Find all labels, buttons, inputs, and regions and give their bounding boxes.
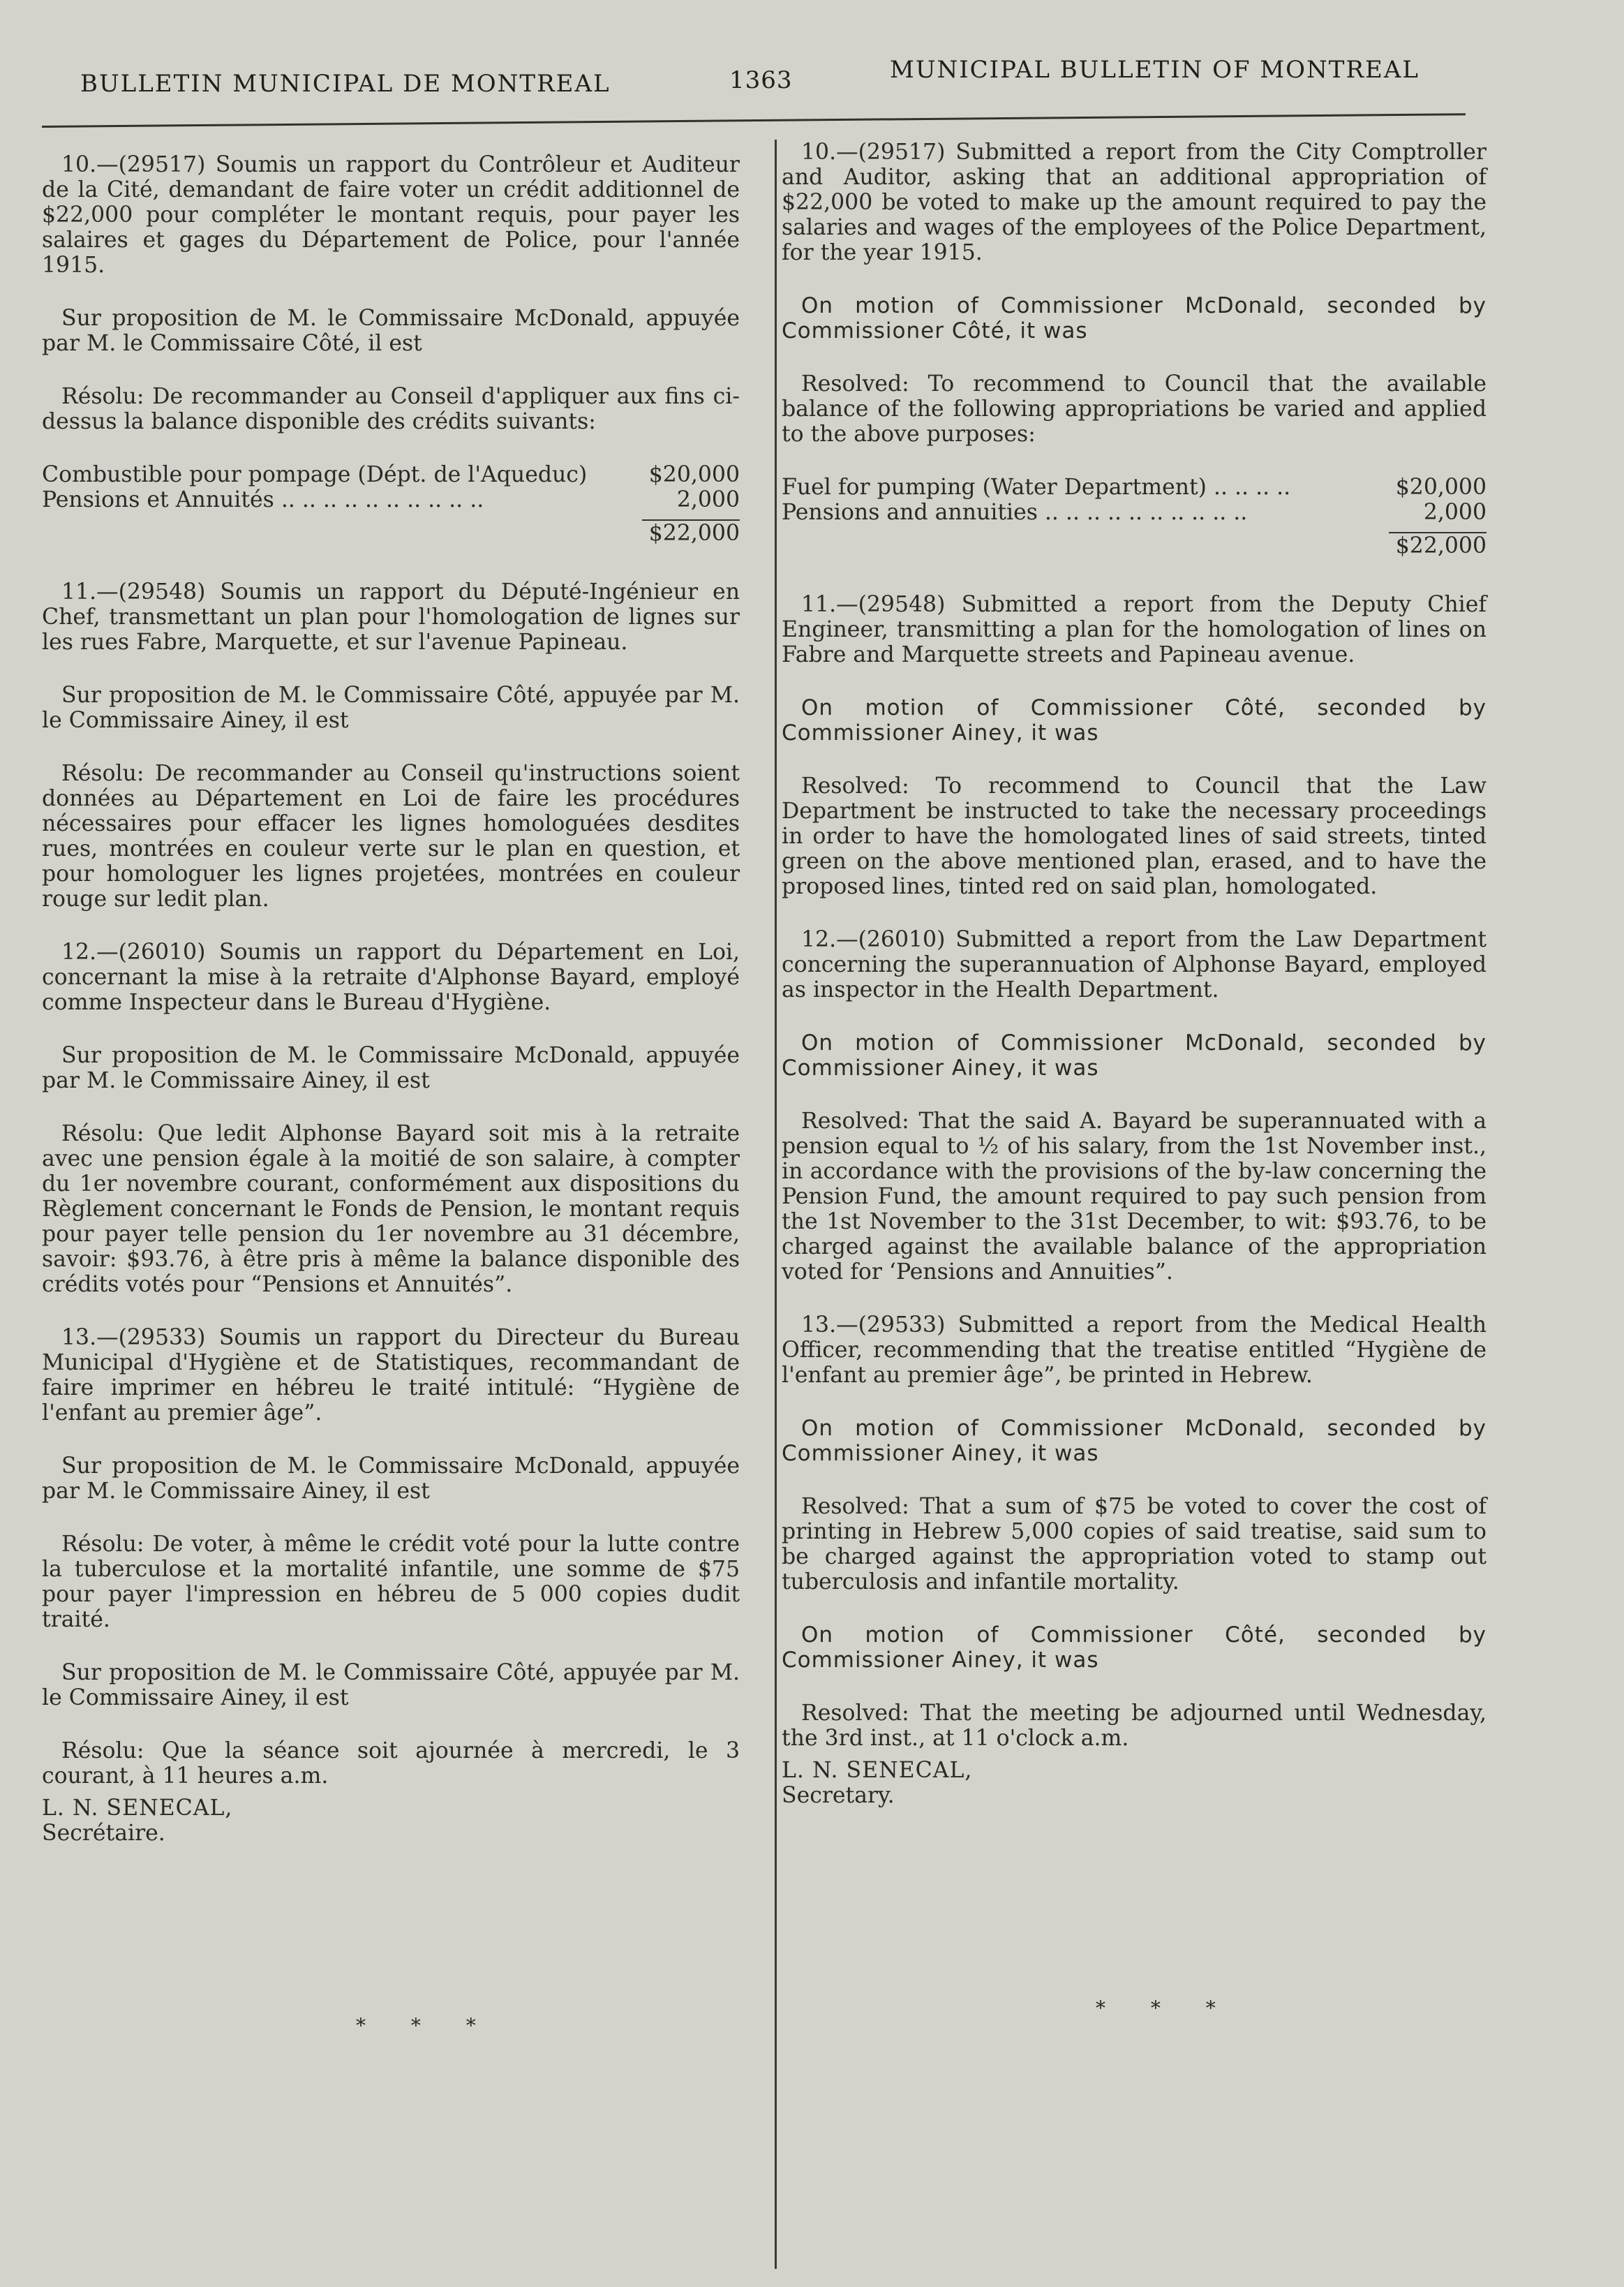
fr-resolved-10: Résolu: De recommander au Conseil d'appliquer aux fins ci-dessus la balance disponible des crédits suivants: xyxy=(42,384,740,434)
fr-motion-12: Sur proposition de M. le Commissaire McDonald, appuyée par M. le Commissaire Ainey, il est xyxy=(42,1043,740,1093)
column-divider xyxy=(775,140,777,2269)
fr-signature-title: Secrétaire. xyxy=(42,1821,165,1846)
en-resolved-10: Resolved: To recommend to Council that the available balance of the following appropriations be varied and applied to the above purposes: xyxy=(782,371,1487,447)
fr-item-12: 12.—(26010) Soumis un rapport du Département en Loi, concernant la mise à la retraite d'Alphonse Bayard, employé comme Inspecteur dans le Bureau d'Hygiène. xyxy=(42,940,740,1015)
en-motion-14: On motion of Commissioner Côté, seconded by Commissioner Ainey, it was xyxy=(782,1622,1487,1673)
table-row xyxy=(782,500,1487,525)
fr-item-10: 10.—(29517) Soumis un rapport du Contrôleur et Auditeur de la Cité, demandant de faire voter un crédit additionnel de $22,000 pour compléter le montant requis, pour payer les salaires et gages du Département de Police, pour l'année 1915. xyxy=(42,152,740,278)
english-column xyxy=(782,140,1487,1808)
en-appropriation-label: Pensions and annuities .. .. .. .. .. .. .. .. .. .. xyxy=(782,500,1248,525)
en-motion-10: On motion of Commissioner McDonald, seconded by Commissioner Côté, it was xyxy=(782,293,1487,343)
en-appropriation-amount: $20,000 xyxy=(1395,475,1487,500)
en-appropriation-amount: 2,000 xyxy=(1423,500,1487,525)
page-number: 1363 xyxy=(729,66,793,94)
en-appropriations-table xyxy=(782,475,1487,525)
en-resolved-14: Resolved: That the meeting be adjourned until Wednesday, the 3rd inst., at 11 o'clock a.m. xyxy=(782,1701,1487,1751)
fr-resolved-11: Résolu: De recommander au Conseil qu'instructions soient données au Département en Loi de faire les procédures nécessaires pour effacer les lignes homologuées desdites rues, montrées en couleur verte sur le plan en question, et pour homologuer les lignes projetées, montrées en couleur rouge sur ledit plan. xyxy=(42,761,740,912)
en-motion-11: On motion of Commissioner Côté, seconded by Commissioner Ainey, it was xyxy=(782,695,1487,746)
header-rule xyxy=(42,113,1466,128)
fr-resolved-14: Résolu: Que la séance soit ajournée à mercredi, le 3 courant, à 11 heures a.m. xyxy=(42,1738,740,1789)
fr-signature-name: L. N. SENECAL, xyxy=(42,1796,233,1821)
fr-motion-10: Sur proposition de M. le Commissaire McDonald, appuyée par M. le Commissaire Côté, il est xyxy=(42,306,740,356)
en-appropriation-label: Fuel for pumping (Water Department) .. .. .. .. xyxy=(782,475,1291,500)
header-french-title: BULLETIN MUNICIPAL DE MONTREAL xyxy=(80,70,611,98)
en-resolved-13: Resolved: That a sum of $75 be voted to cover the cost of printing in Hebrew 5,000 copies of said treatise, said sum to be charged against the appropriation voted to stamp out tuberculosis and infantile mortality. xyxy=(782,1494,1487,1594)
table-row xyxy=(42,487,740,512)
fr-motion-13: Sur proposition de M. le Commissaire McDonald, appuyée par M. le Commissaire Ainey, il est xyxy=(42,1453,740,1504)
en-item-11: 11.—(29548) Submitted a report from the Deputy Chief Engineer, transmitting a plan for the homologation of lines on Fabre and Marquette streets and Papineau avenue. xyxy=(782,592,1487,667)
fr-appropriation-amount: $20,000 xyxy=(648,462,740,487)
fr-motion-11: Sur proposition de M. le Commissaire Côté, appuyée par M. le Commissaire Ainey, il est xyxy=(42,683,740,733)
en-item-12: 12.—(26010) Submitted a report from the Law Department concerning the superannuation of Alphonse Bayard, employed as inspector in the Health Department. xyxy=(782,927,1487,1002)
fr-motion-14: Sur proposition de M. le Commissaire Côté, appuyée par M. le Commissaire Ainey, il est xyxy=(42,1660,740,1710)
fr-section-stars: * * * xyxy=(356,2014,496,2037)
en-motion-13: On motion of Commissioner McDonald, seconded by Commissioner Ainey, it was xyxy=(782,1416,1487,1466)
en-resolved-12: Resolved: That the said A. Bayard be superannuated with a pension equal to ½ of his salary, from the 1st November inst., in accordance with the provisions of the by-law concerning the Pension Fund, the amount required to pay such pension from the 1st November to the 31st December, to wit: $93.76, to be charged against the available balance of the appropriation voted for ‘Pensions and Annuities”. xyxy=(782,1109,1487,1285)
header-english-title: MUNICIPAL BULLETIN OF MONTREAL xyxy=(890,56,1420,84)
table-row xyxy=(42,462,740,487)
en-section-stars: * * * xyxy=(1096,1997,1235,2020)
fr-item-13: 13.—(29533) Soumis un rapport du Directeur du Bureau Municipal d'Hygiène et de Statistiques, recommandant de faire imprimer en hébreu le traité intitulé: “Hygiène de l'enfant au premier âge”. xyxy=(42,1325,740,1426)
en-motion-12: On motion of Commissioner McDonald, seconded by Commissioner Ainey, it was xyxy=(782,1030,1487,1081)
en-signature-title: Secretary. xyxy=(782,1783,895,1808)
fr-resolved-13: Résolu: De voter, à même le crédit voté pour la lutte contre la tuberculose et la mortalité infantile, une somme de $75 pour payer l'impression en hébreu de 5 000 copies dudit traité. xyxy=(42,1532,740,1632)
fr-total: $22,000 xyxy=(648,521,740,546)
fr-resolved-12: Résolu: Que ledit Alphonse Bayard soit mis à la retraite avec une pension égale à la moitié de son salaire, à compter du 1er novembre courant, conformément aux dispositions du Règlement concernant le Fonds de Pension, le montant requis pour payer telle pension du 1er novembre au 31 décembre, savoir: $93.76, à être pris à même la balance disponible des crédits votés pour “Pensions et Annuités”. xyxy=(42,1121,740,1297)
fr-appropriation-amount: 2,000 xyxy=(676,487,740,512)
en-resolved-11: Resolved: To recommend to Council that the Law Department be instructed to take the necessary proceedings in order to have the homologated lines of said streets, tinted green on the above mentioned plan, erased, and to have the proposed lines, tinted red on said plan, homologated. xyxy=(782,774,1487,899)
fr-appropriation-label: Combustible pour pompage (Dépt. de l'Aqueduc) xyxy=(42,462,588,487)
en-total: $22,000 xyxy=(1395,533,1487,558)
fr-appropriation-label: Pensions et Annuités .. .. .. .. .. .. .. .. .. .. xyxy=(42,487,484,512)
en-item-13: 13.—(29533) Submitted a report from the Medical Health Officer, recommending that the treatise entitled “Hygiène de l'enfant au premier âge”, be printed in Hebrew. xyxy=(782,1312,1487,1388)
fr-appropriations-table xyxy=(42,462,740,512)
french-column xyxy=(42,152,740,1846)
fr-item-11: 11.—(29548) Soumis un rapport du Député-Ingénieur en Chef, transmettant un plan pour l'homologation de lignes sur les rues Fabre, Marquette, et sur l'avenue Papineau. xyxy=(42,579,740,655)
en-item-10: 10.—(29517) Submitted a report from the City Comptroller and Auditor, asking that an additional appropriation of $22,000 be voted to make up the amount required to pay the salaries and wages of the employees of the Police Department, for the year 1915. xyxy=(782,140,1487,265)
en-signature-name: L. N. SENECAL, xyxy=(782,1758,973,1783)
table-row xyxy=(782,475,1487,500)
